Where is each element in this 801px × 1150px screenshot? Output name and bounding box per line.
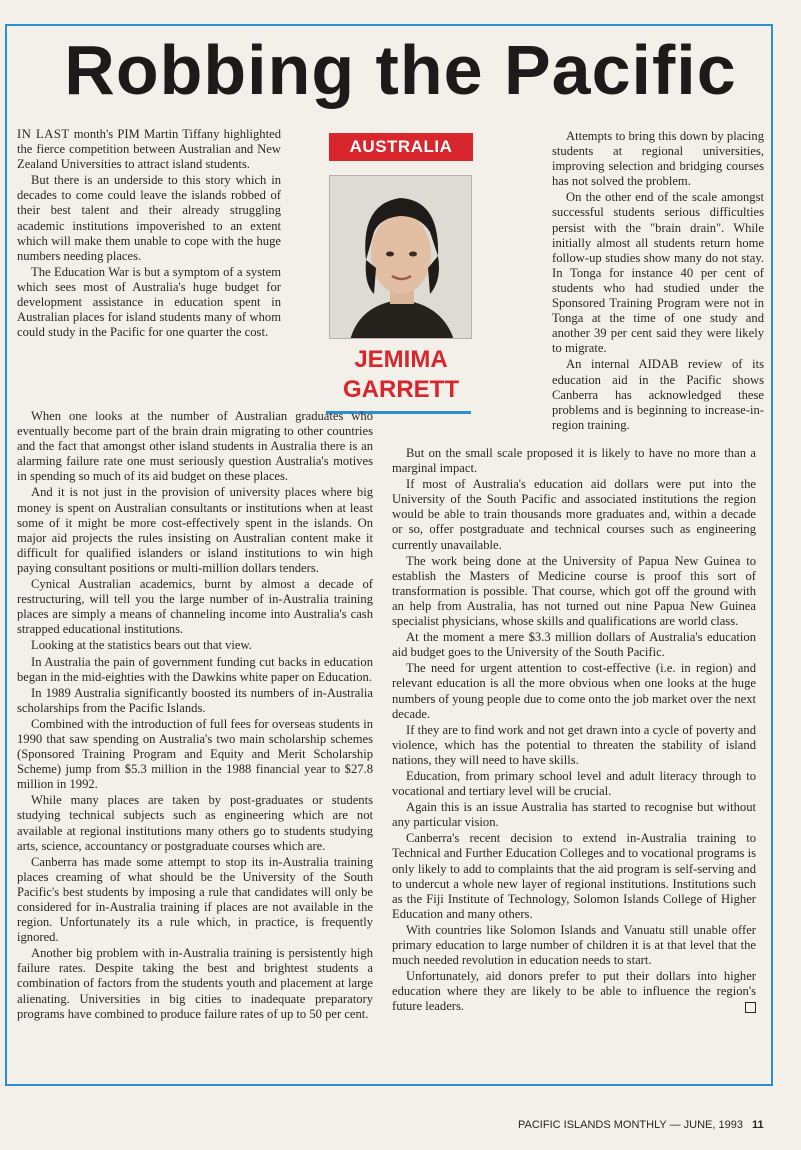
paragraph: And it is not just in the provision of university places where big money is spent on Australian consultants or institutions when at least some of it might be more cost-effectively spent in the islands. On major aid projects the rules insisting on Australian content make it difficult for qualified islanders or island institutions to win high paying consultant positions or multi-million dollars tenders. [17, 485, 373, 575]
paragraph: With countries like Solomon Islands and Vanuatu still unable offer primary education to large number of children it is at that level that the much needed revolution in education needs to start. [392, 922, 756, 968]
page-number: 11 [752, 1119, 764, 1131]
author-photo [329, 175, 472, 339]
paragraph: The work being done at the University of Papua New Guinea to establish the Masters of Medicine course is proof this sort of transformation is possible. That course, which got off the ground with an help from Australia, has not turned out nine Papua New Guinea specialist physicians, whose skills and qualifications are world class. [392, 553, 756, 629]
paragraph: Attempts to bring this down by placing students at regional universities, improving selection and bridging courses has not solved the problem. [552, 129, 764, 189]
article-column-right [552, 129, 764, 434]
page-footer [0, 1117, 801, 1133]
article-column-lower-left [17, 409, 373, 1023]
paragraph: On the other end of the scale amongst successful students serious difficulties persist with the "brain drain". While initially almost all students return home follow-up studies show many do not stay. In Tonga for instance 40 per cent of students who had studied under the Sponsored Training Program were not in Tonga at the time of one study and another 39 per cent said they were likely to migrate. [552, 190, 764, 356]
lead-text: month's PIM Martin Tiffany highlighted the fierce competition between Australian and New Zealand Universities to attract island students. [17, 127, 281, 172]
article-column-left [17, 127, 281, 341]
author-portrait-icon [330, 176, 472, 339]
paragraph: Cynical Australian academics, burnt by almost a decade of restructuring, will tell you the large number of in-Australia training places are simply a means of channeling income into Australia's cash strapped educational institutions. [17, 577, 373, 637]
lead-in-caps: IN LAST [17, 127, 70, 141]
paragraph [17, 127, 281, 172]
paragraph-final [392, 969, 756, 1014]
article-column-lower-right [392, 446, 756, 1015]
paragraph: But on the small scale proposed it is likely to have no more than a marginal impact. [392, 446, 756, 476]
paragraph: Combined with the introduction of full fees for overseas students in 1990 that saw spending on Australia's two main scholarship schemes (Sponsored Training Program and Equity and Merit Scholarship Scheme) jump from $5.3 million in the 1988 financial year to $27.8 million in 1992. [17, 716, 373, 792]
author-byline [326, 345, 476, 405]
paragraph: While many places are taken by post-graduates or students studying technical subjects such as engineering which are not available at regional institutions many others go to students studying arts, science, accountancy or postgraduate courses which are. [17, 793, 373, 853]
paragraph: If they are to find work and not get drawn into a cycle of poverty and violence, which has the potential to threaten the stability of island nations, they will need to have skills. [392, 722, 756, 767]
paragraph: When one looks at the number of Australian graduates who eventually become part of the brain drain migrating to other countries and the fact that amongst other island students in Australia there is an alarming failure rate one must seriously question Australia's motives in spending so much of its aid budget on these places. [17, 409, 373, 484]
publication-folio: PACIFIC ISLANDS MONTHLY — JUNE, 1993 [518, 1119, 743, 1131]
paragraph: In Australia the pain of government funding cut backs in education began in the mid-eighties with the Dawkins white paper on Education. [17, 654, 373, 684]
author-first-name: JEMIMA [354, 346, 448, 373]
paragraph: Canberra has made some attempt to stop its in-Australia training places creaming of what should be the University of the South Pacific's best students by imposing a rule that candidates will only be considered for in-Australia training if places are not available in the region. Unfortunately its a rule which, in practice, is frequently ignored. [17, 854, 373, 945]
paragraph: Again this is an issue Australia has started to recognise but without any particular vision. [392, 800, 756, 830]
paragraph: An internal AIDAB review of its education aid in the Pacific shows Canberra has acknowledged these problems and is beginning to increase-in-region training. [552, 357, 764, 432]
paragraph: In 1989 Australia significantly boosted its numbers of in-Australia scholarships from the Pacific Islands. [17, 685, 373, 715]
paragraph: Canberra's recent decision to extend in-Australia training to Technical and Further Education Colleges and to vocational programs is only likely to add to complaints that the aid program is self-serving and to undercut a whole new layer of regional institutions. Institutions such as the Fiji Institute of Technology, Solomon Islands College of Higher Education and many others. [392, 831, 756, 921]
headline: Robbing the Pacific [64, 31, 737, 109]
paragraph: The Education War is but a symptom of a system which sees most of Australia's huge budget for development assistance in education spent in Australian places for island students many of whom could study in the Pacific for one quarter the cost. [17, 264, 281, 340]
paragraph: Looking at the statistics bears out that view. [31, 638, 252, 653]
paragraph: If most of Australia's education aid dollars were put into the University of the South Pacific and associated institutions the region would be able to train thousands more graduates and, within a decade or so, offer postgraduate and technical courses such as engineering currently unavailable. [392, 477, 756, 552]
paragraph: Education, from primary school level and adult literacy through to vocational and tertiary level will be crucial. [392, 768, 756, 799]
section-tag: AUSTRALIA [329, 133, 473, 161]
author-last-name: GARRETT [343, 376, 459, 403]
paragraph: At the moment a mere $3.3 million dollars of Australia's education aid budget goes to the University of the South Pacific. [392, 630, 756, 660]
paragraph: But there is an underside to this story which in decades to come could leave the islands robbed of their best talent and their already struggling academic institutions impoverished to an extent which will make them unable to cope with the huge numbers needing places. [17, 173, 281, 263]
final-text: Unfortunately, aid donors prefer to put their dollars into higher education where they are likely to be able to influence the region's future leaders. [392, 969, 756, 1014]
end-mark-icon [745, 1002, 756, 1013]
paragraph: Another big problem with in-Australia training is persistently high failure rates. Despite taking the best and brightest students a combination of factors from the students youth and placement at large alienating. Universities in big cities to inadequate preparatory programs have combined to produce failure rates of up to 50 per cent. [17, 946, 373, 1021]
paragraph: The need for urgent attention to cost-effective (i.e. in region) and relevant education is all the more obvious when one looks at the huge numbers of young people due to come onto the job market over the next decade. [392, 661, 756, 721]
